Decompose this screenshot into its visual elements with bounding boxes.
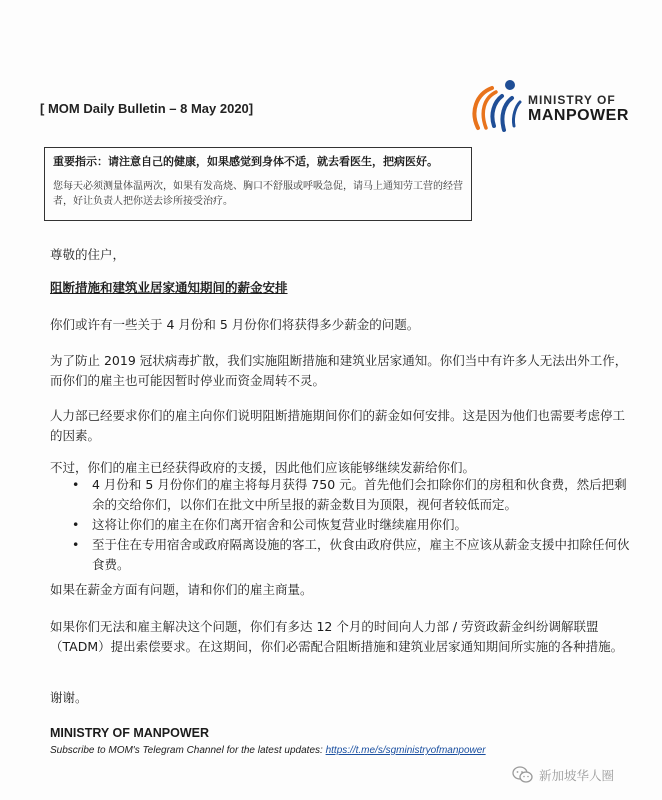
bullet-text: 至于住在专用宿舍或政府隔离设施的客工，伙食由政府供应，雇主不应该从薪金支援中扣除任何伙食费。 [92,537,630,572]
support-bullet-list [66,475,634,575]
list-item [66,475,634,515]
notice-body: 您每天必须测量体温两次，如果有发高烧、胸口不舒服或呼吸急促，请马上通知劳工营的经营者，好让负责人把你送去诊所接受治疗。 [53,181,463,207]
paragraph-1: 你们或许有一些关于 4 月份和 5 月份你们将获得多少薪金的问题。 [50,317,420,332]
closing: 谢谢。 [50,690,88,705]
paragraph-6: 如果你们无法和雇主解决这个问题，你们有多达 12 个月的时间向人力部 / 劳资政薪金纠纷调解联盟（TADM）提出索偿要求。在这期间，你们必需配合阻断措施和建筑业居家通知期间所实施的各种措施。 [50,619,624,654]
list-item [66,515,634,535]
logo-text-line1: MINISTRY OF [528,93,616,107]
paragraph-3: 人力部已经要求你们的雇主向你们说明阻断措施期间你们的薪金如何安排。这是因为他们也需要考虑停工的因素。 [50,408,626,443]
paragraph-4: 不过，你们的雇主已经获得政府的支援，因此他们应该能够继续发薪给你们。 [50,460,476,475]
bullet-text: 4 月份和 5 月份你们的雇主将每月获得 750 元。首先他们会扣除你们的房租和伙食费，然后把剩余的交给你们，以你们在批文中所呈报的薪金数目为顶限，视何者较低而定。 [92,477,627,512]
notice-title: 重要指示：请注意自己的健康，如果感觉到身体不适，就去看医生，把病医好。 [53,155,438,168]
paragraph-2: 为了防止 2019 冠状病毒扩散，我们实施阻断措施和建筑业居家通知。你们当中有许多人无法出外工作，而你们的雇主也可能因暂时停业而资金周转不灵。 [50,353,628,388]
subscribe-text: Subscribe to MOM's Telegram Channel for the latest updates: [50,745,326,756]
paragraph-5: 如果在薪金方面有问题，请和你们的雇主商量。 [50,582,313,597]
wechat-icon [512,766,534,784]
logo-text-line2: MANPOWER [528,107,629,124]
bullet-text: 这将让你们的雇主在你们离开宿舍和公司恢复营业时继续雇用你们。 [92,517,468,532]
letter-heading: 阻断措施和建筑业居家通知期间的薪金安排 [50,280,288,295]
bullet-dot: • [72,537,80,552]
bulletin-title: [ MOM Daily Bulletin – 8 May 2020] [40,101,254,116]
list-item [66,535,634,575]
important-notice-box [44,147,472,221]
bullet-dot: • [72,517,80,532]
footer-subscribe [50,745,486,756]
salutation: 尊敬的住户， [50,247,126,262]
watermark [512,764,614,786]
telegram-link[interactable]: https://t.me/s/sgministryofmanpower [325,745,486,756]
footer-org: MINISTRY OF MANPOWER [50,726,210,740]
bullet-dot: • [72,477,80,492]
watermark-text: 新加坡华人圈 [539,768,615,783]
